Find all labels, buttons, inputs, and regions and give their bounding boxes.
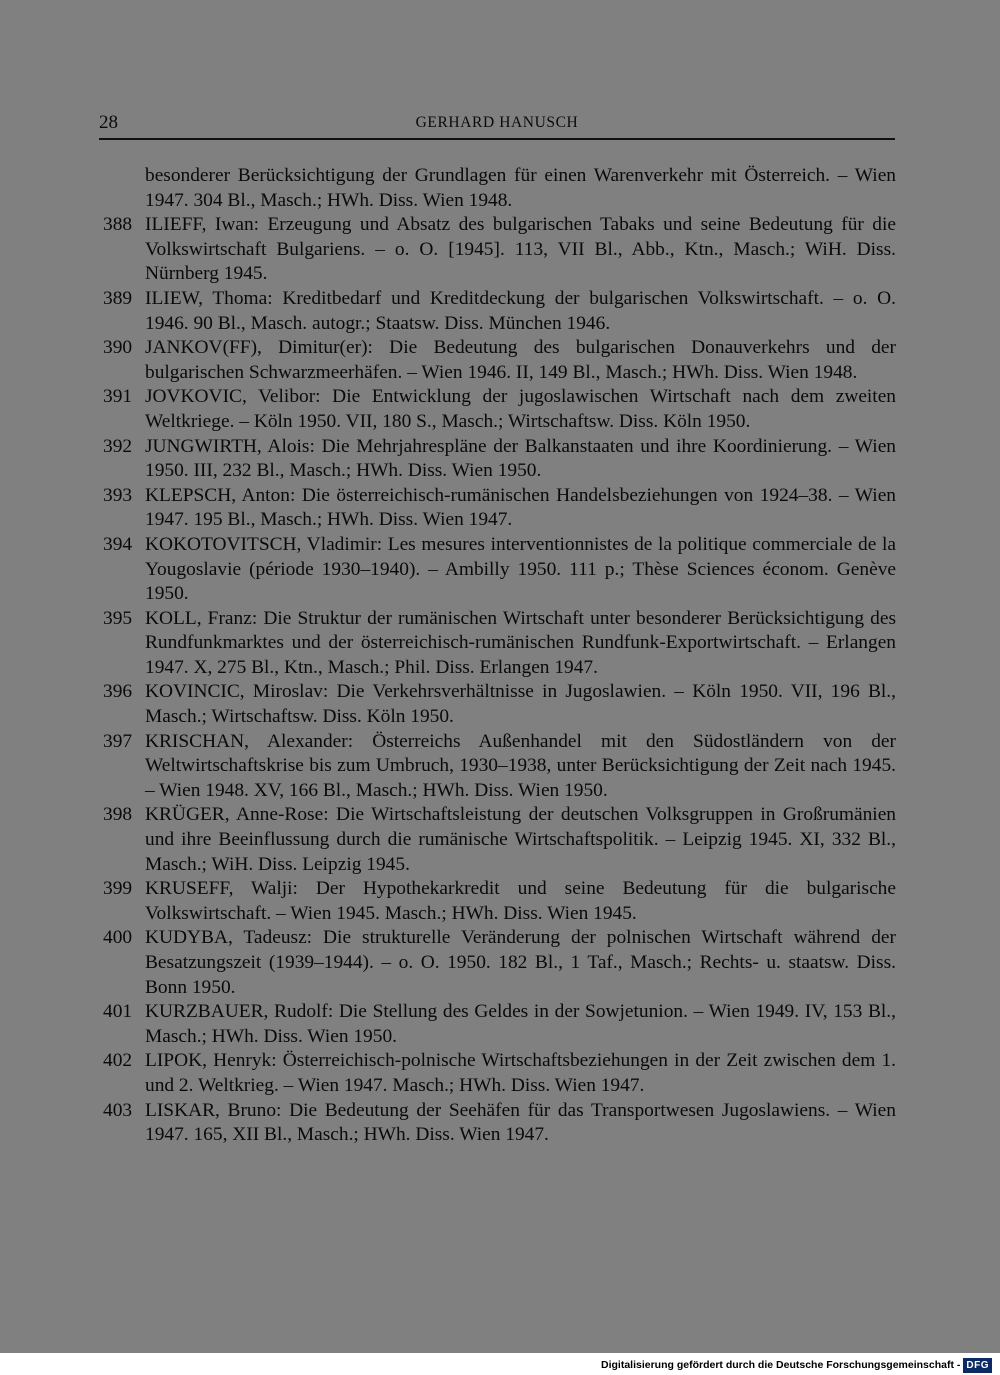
page-number: 28 <box>99 112 118 133</box>
entry-text: KURZBAUER, Rudolf: Die Stellung des Geldes in der Sowjetunion. – Wien 1949. IV, 153 Bl., Masch.; HWh. Diss. Wien 1950. <box>145 1001 896 1047</box>
entry-text: KOLL, Franz: Die Struktur der rumänischen Wirtschaft unter besonderer Berücksichtigung des Rundfunkmarktes und der österreichisch-rumänischen Rundfunk-Exportwirtschaft. – Erlangen 1947. X, 275 Bl., Ktn., Masch.; Phil. Diss. Erlangen 1947. <box>145 607 896 678</box>
running-head <box>99 112 895 138</box>
entry-number: 388 <box>103 214 133 236</box>
entry-text: ILIEFF, Iwan: Erzeugung und Absatz des bulgarischen Tabaks und seine Bedeutung für die Volkswirtschaft Bulgariens. – o. O. [1945]. 113, VII Bl., Abb., Ktn., Masch.; WiH. Diss. Nürnberg 1945. <box>145 214 896 285</box>
entry-number: 397 <box>103 730 133 752</box>
entry-number: 400 <box>103 927 133 949</box>
bibliography-entry <box>103 1099 896 1148</box>
entry-text: LIPOK, Henryk: Österreichisch-polnische Wirtschaftsbeziehungen in der Zeit zwischen dem 1. und 2. Weltkrieg. – Wien 1947. Masch.; HWh. Diss. Wien 1947. <box>145 1050 896 1096</box>
entry-text: ILIEW, Thoma: Kreditbedarf und Kreditdeckung der bulgarischen Volkswirtschaft. – o. O. 1946. 90 Bl., Masch. autogr.; Staatsw. Diss. München 1946. <box>145 287 896 334</box>
entry-number: 389 <box>103 287 133 309</box>
bibliography-entry <box>103 435 896 484</box>
bibliography-entry <box>103 607 896 681</box>
bibliography-entry <box>103 1049 896 1098</box>
entry-number: 398 <box>103 804 133 826</box>
entry-number: 391 <box>103 386 133 408</box>
entry-text: KRUSEFF, Walji: Der Hypothekarkredit und seine Bedeutung für die bulgarische Volkswirtschaft. – Wien 1945. Masch.; HWh. Diss. Wien 1945. <box>145 878 896 924</box>
entry-number: 393 <box>103 484 133 506</box>
bibliography-entry <box>103 385 896 434</box>
entry-text: KOKOTOVITSCH, Vladimir: Les mesures interventionnistes de la politique commerciale de la Yougoslavie (période 1930–1940). – Ambilly 1950. 111 p.; Thèse Sciences économ. Genève 1950. <box>145 533 896 605</box>
bibliography-entry <box>103 484 896 533</box>
entry-number: 399 <box>103 878 133 900</box>
bibliography-entry <box>103 287 896 336</box>
bibliography-entry <box>103 680 896 729</box>
entry-text: KUDYBA, Tadeusz: Die strukturelle Veränderung der polnischen Wirtschaft während der Besatzungszeit (1939–1944). – o. O. 1950. 182 Bl., 1 Taf., Masch.; Rechts- u. staatsw. Diss. Bonn 1950. <box>145 927 896 998</box>
entry-text: JOVKOVIC, Velibor: Die Entwicklung der jugoslawischen Wirtschaft nach dem zweiten Weltkriege. – Köln 1950. VII, 180 S., Masch.; Wirtschaftsw. Diss. Köln 1950. <box>145 386 896 432</box>
entry-number: 390 <box>103 337 133 359</box>
bibliography-entry <box>103 926 896 1000</box>
entry-text: KLEPSCH, Anton: Die österreichisch-rumänischen Handelsbeziehungen von 1924–38. – Wien 1947. 195 Bl., Masch.; HWh. Diss. Wien 1947. <box>145 484 896 531</box>
entry-number: 395 <box>103 607 133 629</box>
bibliography-entry <box>103 336 896 385</box>
bibliography-entry <box>103 533 896 607</box>
entry-text: KRISCHAN, Alexander: Österreichs Außenhandel mit den Südostländern von der Weltwirtschaftskrise bis zum Umbruch, 1930–1938, unter Berücksichtigung der Zeit nach 1945. – Wien 1948. XV, 166 Bl., Masch.; HWh. Diss. Wien 1950. <box>145 730 896 801</box>
entry-number: 392 <box>103 435 133 457</box>
entry-number: 394 <box>103 533 133 555</box>
bibliography-entry <box>103 877 896 926</box>
entry-text: KOVINCIC, Miroslav: Die Verkehrsverhältnisse in Jugoslawien. – Köln 1950. VII, 196 Bl., Masch.; Wirtschaftsw. Diss. Köln 1950. <box>145 681 896 728</box>
entry-number: 402 <box>103 1050 133 1072</box>
dfg-logo: DFG <box>963 1358 992 1373</box>
header-rule <box>99 138 895 140</box>
digitization-footer <box>601 1357 992 1373</box>
entry-text: JUNGWIRTH, Alois: Die Mehrjahrespläne der Balkanstaaten und ihre Koordinierung. – Wien 1950. III, 232 Bl., Masch.; HWh. Diss. Wien 1950. <box>145 435 896 482</box>
footer-credit-text: Digitalisierung gefördert durch die Deutsche Forschungsgemeinschaft - <box>601 1359 961 1371</box>
bibliography-entry <box>103 730 896 804</box>
entry-number: 403 <box>103 1099 133 1121</box>
bibliography-list <box>103 164 896 1148</box>
entry-text: besonderer Berücksichtigung der Grundlagen für einen Warenverkehr mit Österreich. – Wien 1947. 304 Bl., Masch.; HWh. Diss. Wien 1948. <box>145 165 896 211</box>
bibliography-entry <box>103 213 896 287</box>
entry-text: LISKAR, Bruno: Die Bedeutung der Seehäfen für das Transportwesen Jugoslawiens. – Wien 1947. 165, XII Bl., Masch.; HWh. Diss. Wien 1947. <box>145 1099 896 1146</box>
entry-number: 396 <box>103 681 133 703</box>
header-title: GERHARD HANUSCH <box>415 114 579 131</box>
bibliography-entry <box>103 1000 896 1049</box>
entry-number: 401 <box>103 1001 133 1023</box>
bibliography-entry <box>103 803 896 877</box>
entry-text: KRÜGER, Anne-Rose: Die Wirtschaftsleistung der deutschen Volksgruppen in Großrumänien und ihre Beeinflussung durch die rumänische Wirtschaftspolitik. – Leipzig 1945. XI, 332 Bl., Masch.; WiH. Diss. Leipzig 1945. <box>145 804 896 875</box>
bibliography-entry-continued <box>103 164 896 213</box>
entry-text: JANKOV(FF), Dimitur(er): Die Bedeutung des bulgarischen Donauverkehrs und der bulgarischen Schwarzmeerhäfen. – Wien 1946. II, 149 Bl., Masch.; HWh. Diss. Wien 1948. <box>145 337 896 383</box>
